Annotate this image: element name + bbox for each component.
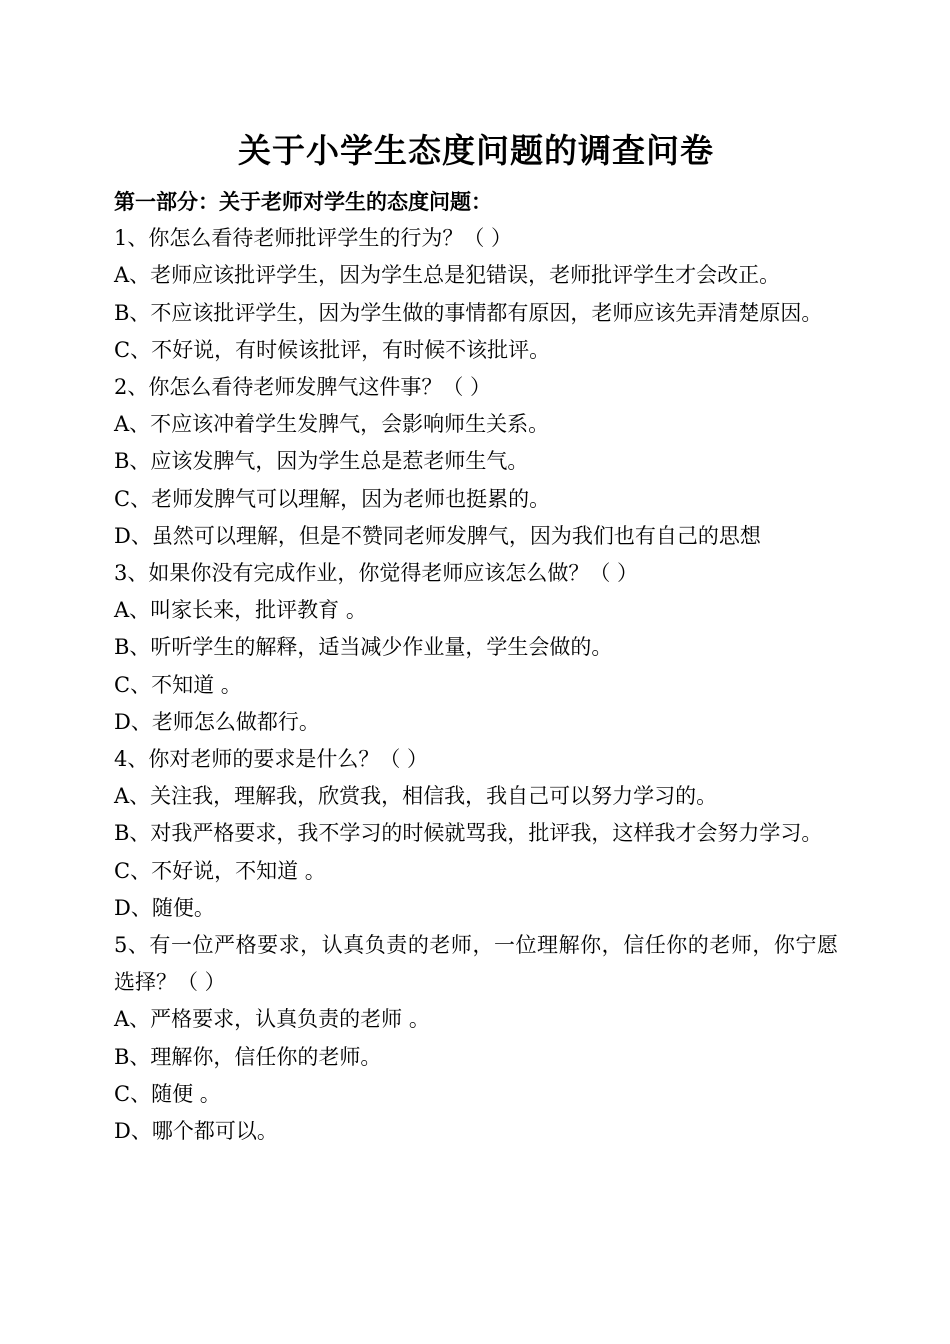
option-b: B、对我严格要求，我不学习的时候就骂我，批评我，这样我才会努力学习。 xyxy=(114,821,823,846)
question-2 xyxy=(114,369,838,555)
option-c: C、不好说，不知道 。 xyxy=(114,858,326,883)
document-page xyxy=(114,125,838,1150)
question-5 xyxy=(114,927,838,1150)
question-3 xyxy=(114,555,838,741)
option-a: A、老师应该批评学生，因为学生总是犯错误，老师批评学生才会改正。 xyxy=(114,263,781,288)
page-title: 关于小学生态度问题的调查问卷 xyxy=(238,131,714,170)
option-d: D、老师怎么做都行。 xyxy=(114,709,320,734)
option-a: A、不应该冲着学生发脾气，会影响师生关系。 xyxy=(114,412,550,437)
option-c: C、不知道 。 xyxy=(114,672,242,697)
question-1 xyxy=(114,220,838,369)
option-a: A、关注我，理解我，欣赏我，相信我，我自己可以努力学习的。 xyxy=(114,784,718,809)
option-b: B、理解你，信任你的老师。 xyxy=(114,1044,382,1069)
option-d: D、随便。 xyxy=(114,895,215,920)
question-4 xyxy=(114,741,838,927)
option-c: C、老师发脾气可以理解，因为老师也挺累的。 xyxy=(114,486,551,511)
option-a: A、严格要求，认真负责的老师 。 xyxy=(114,1007,430,1032)
option-a: A、叫家长来，批评教育 。 xyxy=(114,598,367,623)
option-d: D、虽然可以理解，但是不赞同老师发脾气，因为我们也有自己的思想 xyxy=(114,523,761,548)
option-b: B、应该发脾气，因为学生总是惹老师生气。 xyxy=(114,449,529,474)
section-heading: 第一部分：关于老师对学生的态度问题： xyxy=(114,189,492,214)
option-b: B、听听学生的解释，适当减少作业量，学生会做的。 xyxy=(114,635,613,660)
question-text: 3、如果你没有完成作业，你觉得老师应该怎么做？（ ） xyxy=(114,561,639,586)
question-text: 5、有一位严格要求，认真负责的老师，一位理解你，信任你的老师，你宁愿选择？（ ） xyxy=(114,933,838,995)
option-d: D、哪个都可以。 xyxy=(114,1119,278,1144)
question-text: 2、你怎么看待老师发脾气这件事？（ ） xyxy=(114,375,492,400)
option-b: B、不应该批评学生，因为学生做的事情都有原因，老师应该先弄清楚原因。 xyxy=(114,300,823,325)
question-text: 4、你对老师的要求是什么？（ ） xyxy=(114,747,429,772)
question-text: 1、你怎么看待老师批评学生的行为？（ ） xyxy=(114,226,513,251)
option-c: C、随便 。 xyxy=(114,1081,221,1106)
option-c: C、不好说，有时候该批评，有时候不该批评。 xyxy=(114,337,551,362)
